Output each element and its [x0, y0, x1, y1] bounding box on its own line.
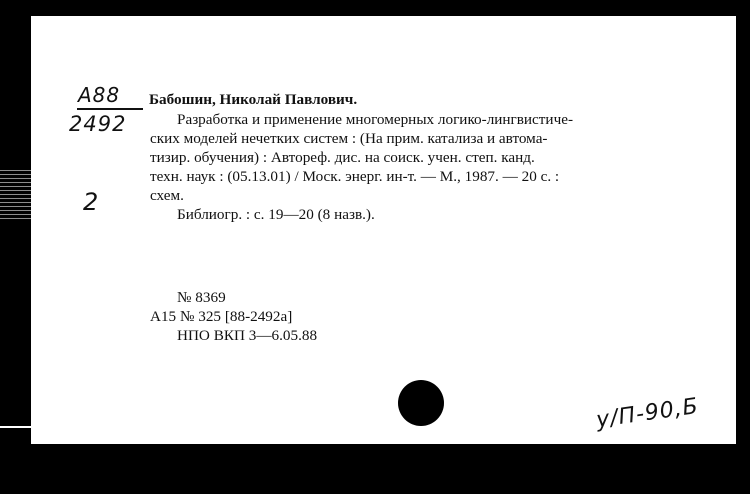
registration-number: № 8369: [177, 289, 226, 306]
accession-number: А15 № 325 [88-2492а]: [150, 308, 293, 325]
bibliography-note: Библиогр. : с. 19—20 (8 назв.).: [177, 206, 375, 223]
call-number-top: А88: [78, 83, 121, 107]
vkp-number: НПО ВКП 3—6.05.88: [177, 327, 318, 344]
card-edge-line: [0, 426, 31, 428]
call-number-bottom: 2492: [69, 112, 127, 136]
shelf-mark: 2: [83, 188, 99, 216]
author-heading: Бабошин, Николай Павлович.: [149, 91, 358, 108]
call-number-divider: [77, 108, 143, 110]
punch-hole: [398, 380, 444, 426]
description-line: тизир. обучения) : Автореф. дис. на соиск. учен. степ. канд.: [150, 149, 535, 166]
catalog-card: [31, 16, 736, 444]
description-line: техн. наук : (05.13.01) / Моск. энерг. ин-т. — М., 1987. — 20 с. :: [150, 168, 560, 185]
description-line: ских моделей нечетких систем : (На прим. катализа и автома-: [150, 130, 548, 147]
handwritten-note: у/П-90,Б: [594, 393, 701, 434]
description-line: схем.: [150, 187, 184, 204]
card-edge-marks: [0, 170, 31, 220]
description-line: Разработка и применение многомерных логико-лингвистиче-: [177, 111, 574, 128]
